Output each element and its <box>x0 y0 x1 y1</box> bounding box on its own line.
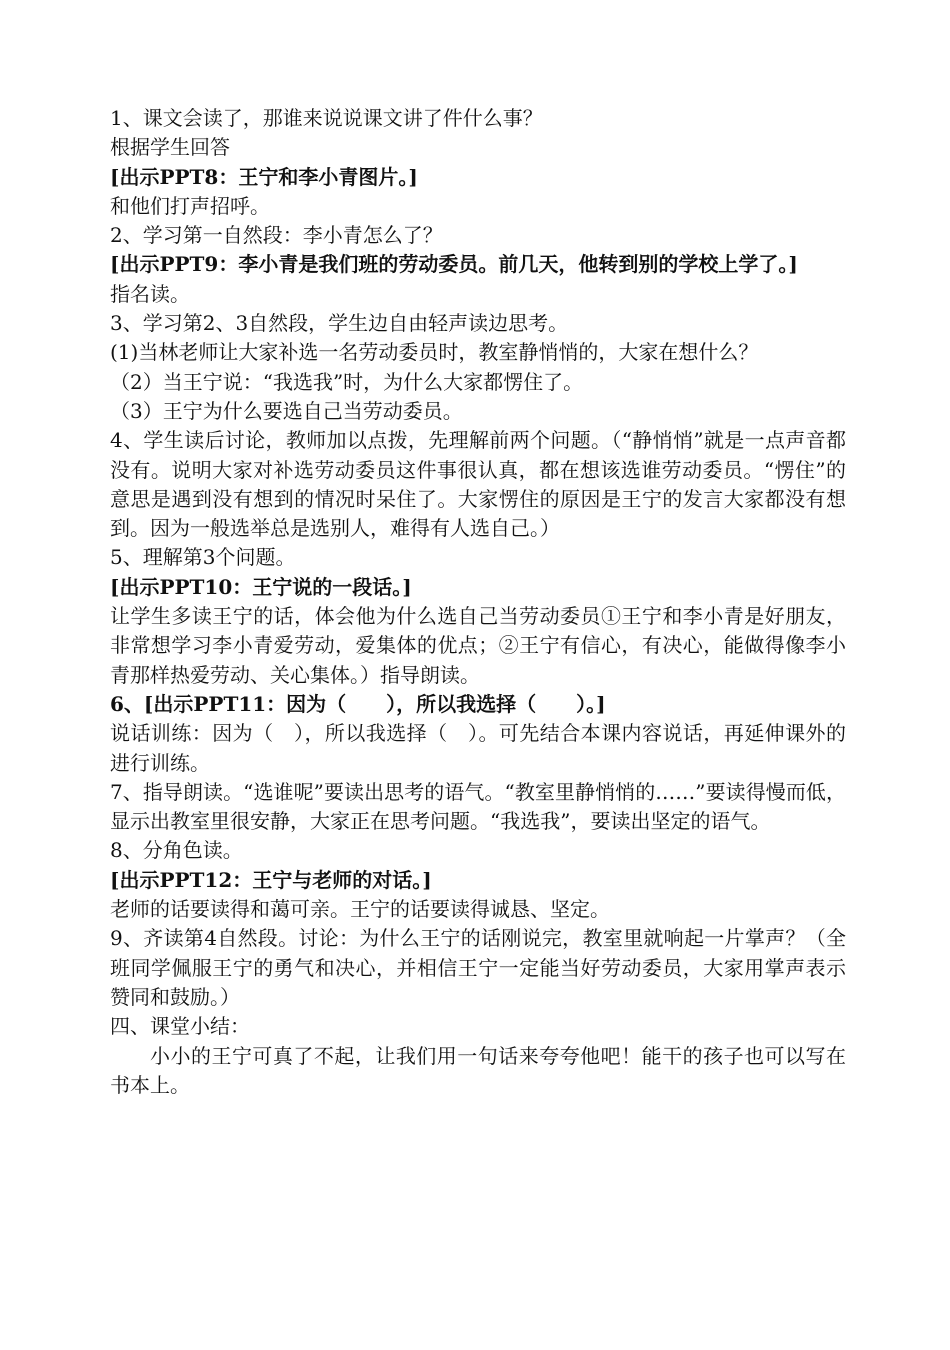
doc-line-16-ppt11: 6、[出示PPT11：因为（ ），所以我选择（ ）。] <box>110 691 606 716</box>
doc-line-17: 说话训练：因为（ ），所以我选择（ ）。可先结合本课内容说话，再延伸课外的进行训练。 <box>110 721 846 775</box>
doc-line-14-ppt10: [出示PPT10：王宁说的一段话。] <box>110 574 412 599</box>
doc-line-15: 让学生多读王宁的话，体会他为什么选自己当劳动委员①王宁和李小青是好朋友，非常想学习李小青爱劳动，爱集体的优点；②王宁有信心，有决心，能做得像李小青那样热爱劳动、关心集体。）指导朗读。 <box>110 604 846 687</box>
doc-line-5: 2、学习第一自然段：李小青怎么了？ <box>110 223 443 248</box>
doc-line-6-ppt9: [出示PPT9：李小青是我们班的劳动委员。前几天，他转到别的学校上学了。] <box>110 252 798 277</box>
doc-line-18: 7、指导朗读。“选谁呢”要读出思考的语气。“教室里静悄悄的……”要读得慢而低，显示出教室里很安静，大家正在思考问题。“我选我”，要读出坚定的语气。 <box>110 779 846 834</box>
doc-line-19: 8、分角色读。 <box>110 838 243 863</box>
doc-line-13: 5、理解第3个问题。 <box>110 545 296 570</box>
doc-line-11: （3）王宁为什么要选自己当劳动委员。 <box>110 398 463 423</box>
doc-line-12: 4、学生读后讨论，教师加以点拨，先理解前两个问题。（“静悄悄”就是一点声音都没有。说明大家对补选劳动委员这件事很认真，都在想该选谁劳动委员。“愣住”的意思是遇到没有想到的情况时呆住了。大家愣住的原因是王宁的发言大家都没有想到。因为一般选举总是选别人，难得有人选自己。） <box>110 428 846 541</box>
doc-line-4: 和他们打声招呼。 <box>110 193 270 218</box>
doc-line-21: 老师的话要读得和蔼可亲。王宁的话要读得诚恳、坚定。 <box>110 897 610 922</box>
doc-section-heading: 四、课堂小结： <box>110 1014 250 1039</box>
doc-line-3-ppt8: [出示PPT8：王宁和李小青图片。] <box>110 164 418 189</box>
doc-line-1: 1、课文会读了，那谁来说说课文讲了件什么事？ <box>110 106 543 130</box>
doc-line-22: 9、齐读第4自然段。讨论：为什么王宁的话刚说完，教室里就响起一片掌声？（全班同学佩服王宁的勇气和决心，并相信王宁一定能当好劳动委员，大家用掌声表示赞同和鼓励。） <box>110 926 846 1009</box>
doc-line-7: 指名读。 <box>110 281 190 306</box>
doc-line-10: （2）当王宁说：“我选我”时，为什么大家都愣住了。 <box>110 369 584 394</box>
doc-line-8: 3、学习第2、3自然段，学生边自由轻声读边思考。 <box>110 311 569 336</box>
doc-line-9: (1)当林老师让大家补选一名劳动委员时，教室静悄悄的，大家在想什么？ <box>110 340 759 365</box>
doc-line-2: 根据学生回答 <box>110 135 230 160</box>
doc-line-20-ppt12: [出示PPT12：王宁与老师的对话。] <box>110 867 432 892</box>
document-page <box>110 104 846 1100</box>
doc-summary-paragraph: 小小的王宁可真了不起，让我们用一句话来夸夸他吧！能干的孩子也可以写在书本上。 <box>110 1043 846 1097</box>
